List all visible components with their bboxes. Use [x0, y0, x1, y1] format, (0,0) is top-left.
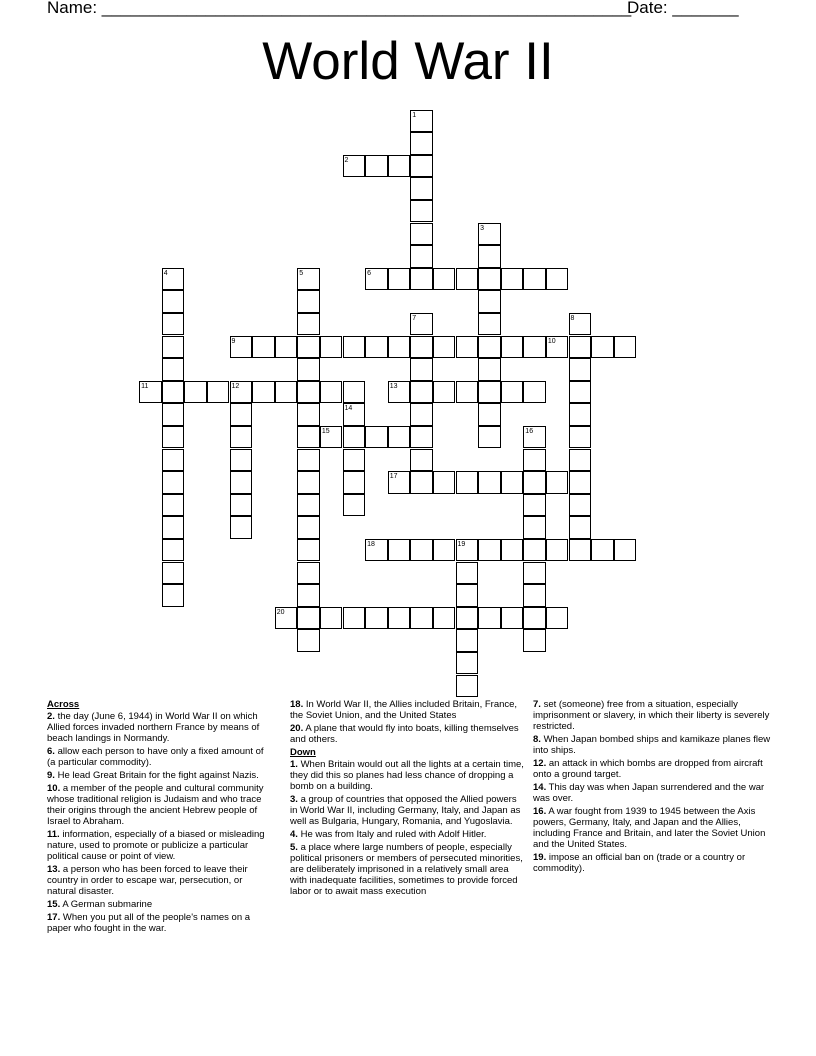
clue-num: 15. [47, 899, 61, 910]
grid-cell[interactable] [410, 539, 433, 562]
clue-number: 17 [389, 473, 398, 481]
grid-cell[interactable] [388, 155, 411, 178]
grid-cell[interactable] [433, 539, 456, 562]
grid-cell[interactable] [184, 381, 207, 404]
grid-cell[interactable] [297, 426, 320, 449]
clue-number: 8 [570, 314, 575, 322]
grid-cell[interactable] [230, 336, 253, 359]
clue-number: 3 [480, 224, 484, 232]
grid-cell[interactable] [343, 494, 366, 517]
section-heading: Down [290, 747, 316, 758]
clue-text: This day was when Japan surrendered and the war was over. [533, 782, 765, 804]
grid-cell[interactable] [569, 381, 592, 404]
page-title: World War II [262, 32, 554, 91]
clue [47, 746, 272, 768]
grid-cell[interactable] [343, 607, 366, 630]
grid-cell[interactable] [139, 381, 162, 404]
clue-num: 16. [533, 806, 547, 817]
grid-cell[interactable] [297, 516, 320, 539]
clue-num: 20. [290, 723, 304, 734]
grid-cell[interactable] [478, 358, 501, 381]
clue-text: He was from Italy and ruled with Adolf Hitler. [297, 829, 487, 840]
grid-cell[interactable] [162, 516, 185, 539]
clue-number: 15 [321, 427, 330, 435]
grid-cell[interactable] [546, 268, 569, 291]
grid-cell[interactable] [343, 336, 366, 359]
clue-num: 1. [290, 759, 298, 770]
grid-cell[interactable] [501, 336, 524, 359]
grid-cell[interactable] [410, 336, 433, 359]
grid-cell[interactable] [456, 471, 479, 494]
grid-cell[interactable] [297, 358, 320, 381]
grid-cell[interactable] [433, 607, 456, 630]
grid-cell[interactable] [410, 200, 433, 223]
clue [47, 770, 272, 781]
grid-cell[interactable] [410, 177, 433, 200]
grid-cell[interactable] [478, 223, 501, 246]
clue-num: 3. [290, 794, 298, 805]
grid-cell[interactable] [297, 584, 320, 607]
grid-cell[interactable] [162, 471, 185, 494]
clue-number: 6 [367, 269, 371, 277]
grid-cell[interactable] [162, 336, 185, 359]
clue [290, 829, 525, 840]
grid-cell[interactable] [230, 516, 253, 539]
clue [533, 782, 773, 804]
grid-cell[interactable] [456, 607, 479, 630]
clue-num: 18. [290, 699, 304, 710]
grid-cell[interactable] [230, 494, 253, 517]
grid-cell[interactable] [456, 562, 479, 585]
grid-cell[interactable] [569, 449, 592, 472]
grid-cell[interactable] [388, 607, 411, 630]
clue-text: A war fought from 1939 to 1945 between the Axis powers, Germany, Italy, and Japan and the Allies, including France and Britain, and later the Soviet Union and the United States. [533, 806, 766, 850]
clue [533, 699, 773, 732]
clue-num: 7. [533, 699, 541, 710]
clue-num: 12. [533, 758, 547, 769]
clue-num: 6. [47, 746, 55, 757]
grid-cell[interactable] [297, 539, 320, 562]
clue [47, 912, 272, 934]
clue-text: allow each person to have only a fixed amount of (a particular commodity). [47, 746, 264, 768]
grid-cell[interactable] [410, 381, 433, 404]
clue-text: an attack in which bombs are dropped from aircraft onto a ground target. [533, 758, 763, 780]
grid-cell[interactable] [523, 516, 546, 539]
grid-cell[interactable] [388, 336, 411, 359]
grid-cell[interactable] [478, 245, 501, 268]
grid-cell[interactable] [230, 426, 253, 449]
date-field[interactable]: Date: _______ [627, 0, 739, 17]
grid-cell[interactable] [365, 426, 388, 449]
clue [290, 759, 525, 792]
clues-column-3 [533, 699, 773, 876]
grid-cell[interactable] [297, 562, 320, 585]
grid-cell[interactable] [478, 403, 501, 426]
grid-cell[interactable] [343, 471, 366, 494]
grid-cell[interactable] [569, 336, 592, 359]
grid-cell[interactable] [501, 607, 524, 630]
clue-number: 11 [141, 382, 149, 390]
grid-cell[interactable] [162, 449, 185, 472]
grid-cell[interactable] [569, 516, 592, 539]
grid-cell[interactable] [410, 358, 433, 381]
grid-cell[interactable] [546, 607, 569, 630]
clue-number: 13 [389, 382, 398, 390]
clue-num: 13. [47, 864, 61, 875]
grid-cell[interactable] [230, 403, 253, 426]
clue-number: 14 [344, 405, 353, 413]
clue-number: 5 [299, 269, 304, 277]
clue [290, 842, 525, 897]
grid-cell[interactable] [456, 584, 479, 607]
clue-number: 1 [412, 111, 417, 119]
clue-number: 9 [231, 337, 236, 345]
grid-cell[interactable] [410, 268, 433, 291]
grid-cell[interactable] [478, 268, 501, 291]
grid-cell[interactable] [275, 336, 298, 359]
clues-column-1 [47, 699, 272, 936]
grid-cell[interactable] [343, 403, 366, 426]
grid-cell[interactable] [162, 562, 185, 585]
grid-cell[interactable] [297, 268, 320, 291]
clue-number: 10 [547, 337, 556, 345]
clue-num: 11. [47, 829, 60, 840]
clue-text: a person who has been forced to leave their country in order to escape war, persecution, or natural disaster. [47, 864, 248, 897]
grid-cell[interactable] [162, 584, 185, 607]
grid-cell[interactable] [162, 539, 185, 562]
grid-cell[interactable] [569, 494, 592, 517]
grid-cell[interactable] [569, 358, 592, 381]
grid-cell[interactable] [162, 313, 185, 336]
clue-text: When you put all of the people's names on a paper who fought in the war. [47, 912, 251, 934]
grid-cell[interactable] [297, 607, 320, 630]
grid-cell[interactable] [162, 403, 185, 426]
grid-cell[interactable] [523, 471, 546, 494]
grid-cell[interactable] [456, 675, 479, 698]
grid-cell[interactable] [388, 426, 411, 449]
grid-cell[interactable] [297, 494, 320, 517]
grid-cell[interactable] [456, 268, 479, 291]
grid-cell[interactable] [546, 336, 569, 359]
clue-text: A plane that would fly into boats, killing themselves and others. [290, 723, 519, 745]
grid-cell[interactable] [433, 336, 456, 359]
clue [533, 852, 773, 874]
grid-cell[interactable] [569, 313, 592, 336]
grid-cell[interactable] [230, 471, 253, 494]
grid-cell[interactable] [523, 426, 546, 449]
clue-num: 8. [533, 734, 541, 745]
grid-cell[interactable] [297, 471, 320, 494]
grid-cell[interactable] [207, 381, 230, 404]
grid-cell[interactable] [523, 449, 546, 472]
grid-cell[interactable] [252, 381, 275, 404]
clue-num: 17. [47, 912, 61, 923]
grid-cell[interactable] [614, 336, 637, 359]
grid-cell[interactable] [456, 652, 479, 675]
grid-cell[interactable] [410, 607, 433, 630]
grid-cell[interactable] [433, 268, 456, 291]
grid-cell[interactable] [501, 268, 524, 291]
clue [47, 829, 272, 862]
grid-cell[interactable] [546, 471, 569, 494]
grid-cell[interactable] [365, 607, 388, 630]
grid-cell[interactable] [433, 471, 456, 494]
grid-cell[interactable] [365, 268, 388, 291]
clue-text: In World War II, the Allies included Britain, France, the Soviet Union, and the United States [290, 699, 518, 721]
grid-cell[interactable] [162, 381, 185, 404]
grid-cell[interactable] [410, 426, 433, 449]
grid-cell[interactable] [388, 471, 411, 494]
clue-num: 9. [47, 770, 55, 781]
grid-cell[interactable] [162, 290, 185, 313]
clue-num: 19. [533, 852, 547, 863]
grid-cell[interactable] [501, 381, 524, 404]
grid-cell[interactable] [252, 336, 275, 359]
grid-cell[interactable] [478, 336, 501, 359]
grid-cell[interactable] [275, 381, 298, 404]
clue-text: a place where large numbers of people, especially political prisoners or members of persecuted minorities, are deliberately imprisoned in a relatively small area with inadequate facilities, sometimes to provide forced labor or to await mass execution [290, 842, 523, 897]
grid-cell[interactable] [523, 562, 546, 585]
grid-cell[interactable] [230, 381, 253, 404]
grid-cell[interactable] [523, 607, 546, 630]
grid-cell[interactable] [523, 381, 546, 404]
grid-cell[interactable] [410, 313, 433, 336]
grid-cell[interactable] [388, 539, 411, 562]
clue-text: He lead Great Britain for the fight against Nazis. [54, 770, 259, 781]
grid-cell[interactable] [297, 290, 320, 313]
grid-cell[interactable] [410, 110, 433, 133]
grid-cell[interactable] [523, 494, 546, 517]
grid-cell[interactable] [614, 539, 637, 562]
clue-text: impose an official ban on (trade or a country or commodity). [533, 852, 746, 874]
grid-cell[interactable] [297, 629, 320, 652]
grid-cell[interactable] [162, 426, 185, 449]
grid-cell[interactable] [162, 494, 185, 517]
grid-cell[interactable] [478, 607, 501, 630]
grid-cell[interactable] [478, 471, 501, 494]
grid-cell[interactable] [478, 290, 501, 313]
grid-cell[interactable] [410, 471, 433, 494]
grid-cell[interactable] [523, 336, 546, 359]
grid-cell[interactable] [569, 403, 592, 426]
grid-cell[interactable] [297, 336, 320, 359]
clue [533, 734, 773, 756]
grid-cell[interactable] [501, 539, 524, 562]
clues-column-2 [290, 699, 525, 899]
grid-cell[interactable] [320, 607, 343, 630]
clue [290, 699, 525, 721]
grid-cell[interactable] [591, 336, 614, 359]
clue-number: 2 [344, 156, 349, 164]
clue [47, 783, 272, 827]
clue-number: 18 [367, 540, 375, 548]
name-field[interactable]: Name: ________________________________________________________ [47, 0, 632, 17]
grid-cell[interactable] [523, 629, 546, 652]
grid-cell[interactable] [365, 155, 388, 178]
grid-cell[interactable] [343, 381, 366, 404]
clue-num: 14. [533, 782, 547, 793]
clue-number: 4 [163, 269, 168, 277]
grid-cell[interactable] [297, 449, 320, 472]
clue-num: 5. [290, 842, 298, 853]
grid-cell[interactable] [297, 403, 320, 426]
grid-cell[interactable] [569, 426, 592, 449]
grid-cell[interactable] [320, 426, 343, 449]
grid-cell[interactable] [410, 449, 433, 472]
grid-cell[interactable] [456, 381, 479, 404]
grid-cell[interactable] [343, 426, 366, 449]
clue-text: information, especially of a biased or misleading nature, used to promote or publicize a particular political cause or point of view. [47, 829, 265, 862]
grid-cell[interactable] [410, 223, 433, 246]
grid-cell[interactable] [523, 584, 546, 607]
grid-cell[interactable] [456, 539, 479, 562]
clue-text: the day (June 6, 1944) in World War II on which Allied forces invaded northern France by means of beach landings in Normandy. [47, 711, 260, 744]
grid-cell[interactable] [343, 155, 366, 178]
grid-cell[interactable] [297, 313, 320, 336]
clue-text: When Japan bombed ships and kamikaze planes flew into ships. [533, 734, 771, 756]
clue [47, 899, 272, 910]
grid-cell[interactable] [591, 539, 614, 562]
grid-cell[interactable] [456, 629, 479, 652]
grid-cell[interactable] [569, 471, 592, 494]
section-heading: Across [47, 699, 80, 710]
grid-cell[interactable] [433, 381, 456, 404]
grid-cell[interactable] [162, 358, 185, 381]
clue-text: A German submarine [60, 899, 153, 910]
clue [290, 723, 525, 745]
clue [533, 758, 773, 780]
clue-number: 19 [457, 540, 466, 548]
clue-text: a group of countries that opposed the Allied powers in World War II, including Germany, Italy, and Japan as well as Bulgaria, Hungary, Romania, and Yugoslavia. [290, 794, 521, 827]
clue-num: 4. [290, 829, 298, 840]
clue [533, 806, 773, 850]
grid-cell[interactable] [297, 381, 320, 404]
grid-cell[interactable] [523, 268, 546, 291]
grid-cell[interactable] [456, 336, 479, 359]
grid-cell[interactable] [501, 471, 524, 494]
grid-cell[interactable] [569, 539, 592, 562]
clue-number: 16 [525, 427, 534, 435]
clue-text: a member of the people and cultural community whose traditional religion is Judaism and who trace their origins through the ancient Hebrew people of Israel to Abraham. [47, 783, 264, 827]
clue [290, 794, 525, 827]
clue-num: 2. [47, 711, 55, 722]
grid-cell[interactable] [365, 336, 388, 359]
grid-cell[interactable] [320, 381, 343, 404]
grid-cell[interactable] [388, 381, 411, 404]
grid-cell[interactable] [388, 268, 411, 291]
grid-cell[interactable] [478, 313, 501, 336]
grid-cell[interactable] [410, 403, 433, 426]
grid-cell[interactable] [320, 336, 343, 359]
grid-cell[interactable] [230, 449, 253, 472]
clue [47, 711, 272, 744]
grid-cell[interactable] [162, 268, 185, 291]
grid-cell[interactable] [478, 381, 501, 404]
grid-cell[interactable] [478, 426, 501, 449]
grid-cell[interactable] [410, 245, 433, 268]
grid-cell[interactable] [365, 539, 388, 562]
clue [47, 864, 272, 897]
clue-text: When Britain would out all the lights at a certain time, they did this so planes had less chance of dropping a bomb on a building. [290, 759, 524, 792]
clue-number: 7 [412, 314, 417, 322]
grid-cell[interactable] [343, 449, 366, 472]
grid-cell[interactable] [410, 132, 433, 155]
grid-cell[interactable] [546, 539, 569, 562]
clue-num: 10. [47, 783, 61, 794]
clue-text: set (someone) free from a situation, especially imprisonment or slavery, in which their liberty is severely restricted. [533, 699, 770, 732]
grid-cell[interactable] [410, 155, 433, 178]
grid-cell[interactable] [478, 539, 501, 562]
grid-cell[interactable] [523, 539, 546, 562]
clue-number: 20 [276, 608, 285, 616]
clue-number: 12 [231, 382, 240, 390]
grid-cell[interactable] [275, 607, 298, 630]
